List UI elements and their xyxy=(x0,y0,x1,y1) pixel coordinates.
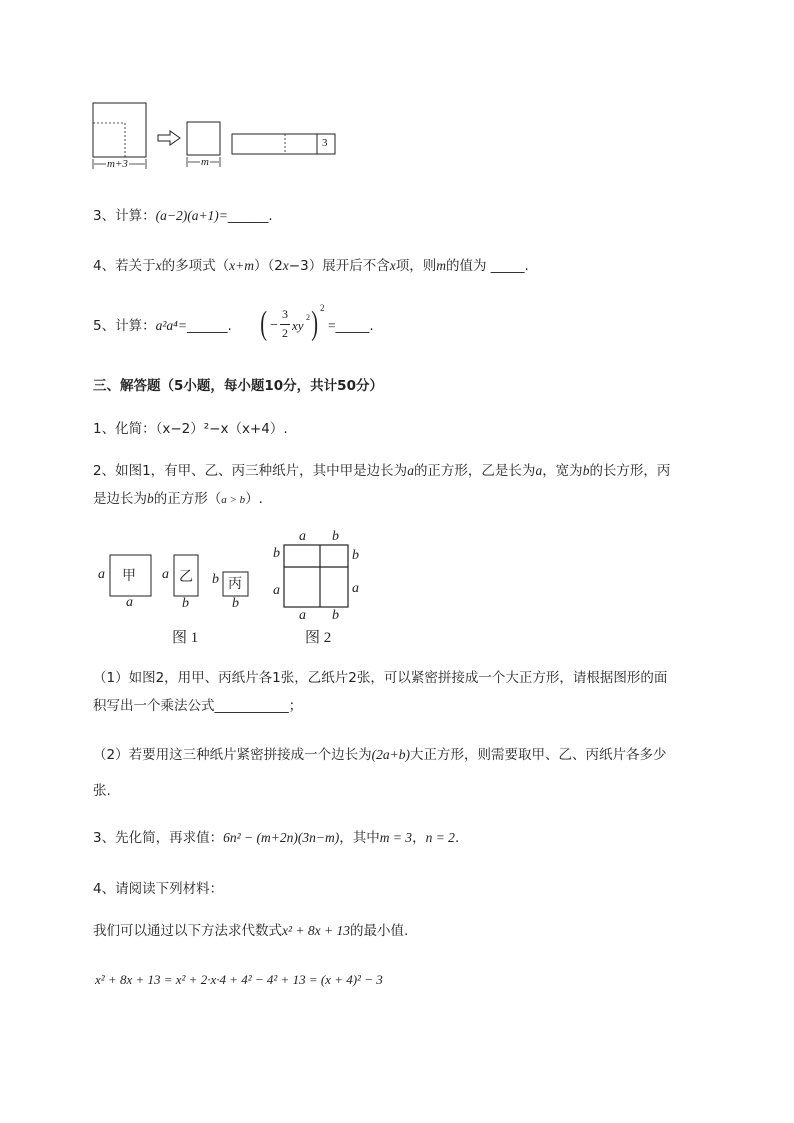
problem-4-body: 我们可以通过以下方法求代数式x² + 8x + 13的最小值. xyxy=(93,923,409,939)
problem-3: 3、先化简，再求值：6n² − (m+2n)(3n−m)，其中m = 3，n = 2. xyxy=(93,830,460,846)
sub2-expr: (2a+b) xyxy=(371,747,410,762)
label-bing: 丙 xyxy=(228,577,242,592)
problem-2-sub-2-line-2: 张. xyxy=(93,783,111,799)
label-m-plus-3: m+3 xyxy=(107,158,128,170)
problem-2-line-2: 是边长为b的正方形（a > b）. xyxy=(93,491,263,507)
question-3: 3、计算：(a−2)(a+1)=______. xyxy=(93,208,273,224)
problem-2-line-1: 2、如图1，有甲、乙、丙三种纸片，其中甲是边长为a的正方形，乙是长为a，宽为b的长方形，丙 xyxy=(93,463,671,479)
q3-blank: ______. xyxy=(227,208,273,224)
problem-1: 1、化简：（x−2）²−x（x+4）. xyxy=(93,421,288,437)
problem-4: 4、请阅读下列材料： xyxy=(93,881,224,897)
label-m: m xyxy=(201,156,209,168)
q5-blank1: ______. xyxy=(186,318,232,334)
section-3-heading: 三、解答题（5小题，每小题10分，共计50分） xyxy=(93,378,383,394)
p3-expr: 6n² − (m+2n)(3n−m) xyxy=(223,830,340,845)
big-square-2 xyxy=(284,545,348,607)
q5-blank2: _____. xyxy=(335,318,374,334)
label-3: 3 xyxy=(322,137,328,149)
problem-2-sub-2-line-1: （2）若要用这三种纸片紧密拼接成一个边长为(2a+b)大正方形，则需要取甲、乙、丙纸片各多少 xyxy=(93,747,667,763)
q3-expression: (a−2)(a+1)= xyxy=(155,208,228,223)
q4-blank: _____. xyxy=(490,258,529,274)
figure-2-caption: 图 2 xyxy=(305,630,332,646)
label-yi: 乙 xyxy=(179,570,193,585)
q5-expr1: a²a⁴= xyxy=(155,318,187,333)
problem-4-formula: x² + 8x + 13 = x² + 2·x·4 + 4² − 4² + 13 = (x + 4)² − 3 xyxy=(95,972,383,987)
p4-expr: x² + 8x + 13 xyxy=(282,923,351,938)
question-4: 4、若关于x的多项式（x+m）（2x−3）展开后不含x项，则m的值为 _____. xyxy=(93,258,529,274)
problem-2-sub-1-line-1: （1）如图2，用甲、丙纸片各1张，乙纸片2张，可以紧密拼接成一个大正方形，请根据图形的面 xyxy=(93,670,668,686)
sub1-blank: ___________ xyxy=(214,698,289,714)
question-5: 5、计算：a²a⁴=______. xyxy=(93,318,232,334)
problem-2-sub-1-line-2: 积写出一个乘法公式___________； xyxy=(93,698,303,714)
label-jia: 甲 xyxy=(122,569,136,584)
figure-1-caption: 图 1 xyxy=(172,630,199,646)
